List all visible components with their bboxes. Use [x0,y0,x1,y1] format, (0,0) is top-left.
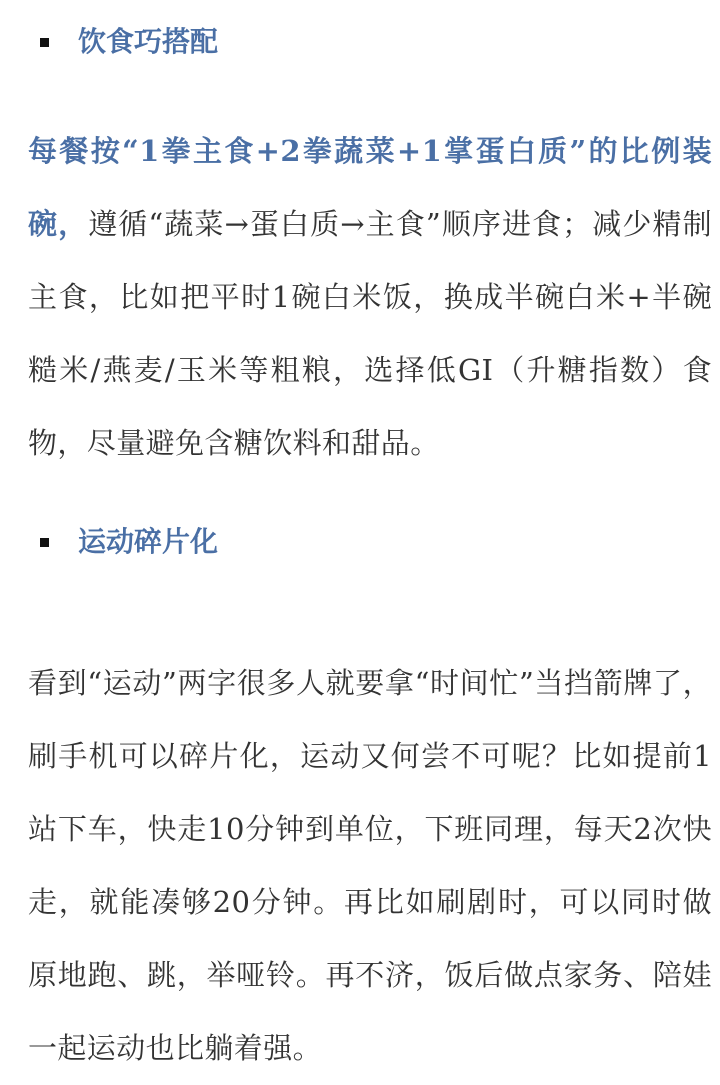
diet-paragraph [28,115,712,480]
square-bullet-icon [40,38,49,47]
section-heading-exercise [40,522,218,562]
exercise-body-text: 看到“运动”两字很多人就要拿“时间忙”当挡箭牌了，刷手机可以碎片化，运动又何尝不可呢？比如提前1站下车，快走10分钟到单位，下班同理，每天2次快走，就能凑够20分钟。再比如刷剧时，可以同时做原地跑、跳，举哑铃。再不济，饭后做点家务、陪娃一起运动也比躺着强。 [28,666,712,1065]
square-bullet-icon [40,538,49,547]
diet-emphasis-text: 每餐按“1拳主食+2拳蔬菜+1掌蛋白质”的比例装碗， [28,134,712,241]
exercise-paragraph [28,647,712,1085]
section-heading-diet [40,22,218,62]
section-heading-text: 饮食巧搭配 [78,25,219,58]
diet-body-text: 遵循“蔬菜→蛋白质→主食”顺序进食；减少精制主食，比如把平时1碗白米饭，换成半碗白米+半碗糙米/燕麦/玉米等粗粮，选择低GI（升糖指数）食物，尽量避免含糖饮料和甜品。 [28,207,712,460]
section-heading-text: 运动碎片化 [78,525,219,558]
